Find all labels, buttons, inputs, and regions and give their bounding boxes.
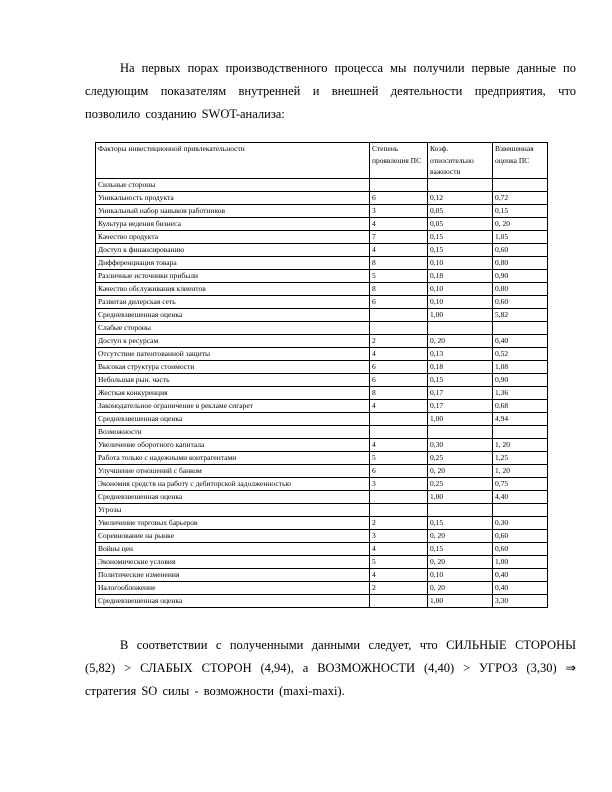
factor-cell: Уникальность продукта [96,192,370,205]
coefficient-cell: 0, 20 [428,582,493,595]
header-coefficient: Коэф. относительно важности [428,143,493,179]
factor-cell: Уникальный набор навыков работников [96,205,370,218]
table-row [96,192,548,205]
score-cell: 0,60 [493,543,548,556]
degree-cell: 5 [370,452,428,465]
coefficient-cell: 1,00 [428,595,493,608]
table-row [96,452,548,465]
factor-cell: Средневзвешенная оценка [96,491,370,504]
factor-cell: Соревнование на рынке [96,530,370,543]
coefficient-cell: 0, 20 [428,556,493,569]
factor-cell: Различные источники прибыли [96,270,370,283]
degree-cell: 5 [370,270,428,283]
degree-cell: 4 [370,218,428,231]
coefficient-cell: 0,17 [428,400,493,413]
score-cell: 0,75 [493,478,548,491]
table-row [96,478,548,491]
coefficient-cell: 0,15 [428,517,493,530]
degree-cell: 2 [370,335,428,348]
score-cell: 4,94 [493,413,548,426]
score-cell: 1,08 [493,361,548,374]
intro-paragraph: На первых порах производственного процесса мы получили первые данные по следующим показателям внутренней и внешней деятельности предприятия, что позволило созданию SWOT-анализа: [85,61,576,121]
degree-cell [370,491,428,504]
table-row [96,556,548,569]
coefficient-cell: 0,10 [428,569,493,582]
score-cell: 0,40 [493,335,548,348]
score-cell: 0,30 [493,517,548,530]
coefficient-cell: 1,00 [428,491,493,504]
score-cell: 0,15 [493,205,548,218]
coefficient-cell: 0,05 [428,205,493,218]
score-cell [493,322,548,335]
table-row [96,231,548,244]
coefficient-cell: 0, 20 [428,530,493,543]
table-row [96,582,548,595]
score-cell: 0,40 [493,582,548,595]
score-cell [493,504,548,517]
section-row [96,426,548,439]
table-row [96,348,548,361]
coefficient-cell: 1,00 [428,309,493,322]
table-row [96,296,548,309]
table-row [96,530,548,543]
factor-cell: Работа только с надежными контрагентами [96,452,370,465]
factor-cell: Экономия средств на работу с дебиторской задолженностью [96,478,370,491]
table-row [96,257,548,270]
coefficient-cell: 0, 20 [428,465,493,478]
header-factors: Факторы инвестиционной привлекательности [96,143,370,179]
score-cell: 0,72 [493,192,548,205]
coefficient-cell [428,179,493,192]
score-cell: 0,60 [493,530,548,543]
conclusion-paragraph: В соответствии с полученными данными следует, что СИЛЬНЫЕ СТОРОНЫ (5,82) > СЛАБЫХ СТОРОН (4,94), а ВОЗМОЖНОСТИ (4,40) > УГРОЗ (3,30) ⇒ стратегия SO силы - возможности (maxi-maxi). [85,638,576,698]
degree-cell: 4 [370,348,428,361]
coefficient-cell: 0,17 [428,387,493,400]
degree-cell: 6 [370,192,428,205]
degree-cell: 5 [370,556,428,569]
degree-cell: 4 [370,400,428,413]
coefficient-cell [428,426,493,439]
degree-cell: 8 [370,387,428,400]
header-degree: Степень проявления ПС [370,143,428,179]
coefficient-cell: 1,00 [428,413,493,426]
factor-cell: Политические изменения [96,569,370,582]
coefficient-cell: 0,15 [428,244,493,257]
score-cell: 0,60 [493,244,548,257]
table-row [96,218,548,231]
table-row [96,465,548,478]
score-cell: 1,05 [493,231,548,244]
degree-cell [370,179,428,192]
score-cell: 0, 20 [493,218,548,231]
degree-cell [370,413,428,426]
table-row [96,374,548,387]
score-cell: 1,25 [493,452,548,465]
factor-cell: Средневзвешенная оценка [96,595,370,608]
swot-table-body [96,179,548,608]
coefficient-cell: 0,12 [428,192,493,205]
coefficient-cell [428,322,493,335]
score-cell: 1,00 [493,556,548,569]
factor-cell: Экономические условия [96,556,370,569]
degree-cell: 4 [370,569,428,582]
score-cell: 0,80 [493,283,548,296]
factor-cell: Войны цен [96,543,370,556]
factor-cell: Средневзвешенная оценка [96,309,370,322]
degree-cell [370,309,428,322]
factor-cell: Увеличение оборотного капитала [96,439,370,452]
coefficient-cell: 0,15 [428,231,493,244]
coefficient-cell: 0, 20 [428,335,493,348]
score-cell: 3,30 [493,595,548,608]
table-row [96,244,548,257]
factor-cell: Высокая структура стоимости [96,361,370,374]
table-row [96,283,548,296]
degree-cell [370,426,428,439]
factor-cell: Культура ведения бизнеса [96,218,370,231]
total-row [96,491,548,504]
coefficient-cell: 0,25 [428,478,493,491]
factor-cell: Доступ к финансированию [96,244,370,257]
score-cell: 0,90 [493,374,548,387]
section-row [96,504,548,517]
factor-cell: Увеличение торговых барьеров [96,517,370,530]
coefficient-cell: 0,18 [428,270,493,283]
factor-cell: Небольшая рын. часть [96,374,370,387]
factor-cell: Качество продукта [96,231,370,244]
degree-cell [370,595,428,608]
coefficient-cell: 0,15 [428,543,493,556]
coefficient-cell: 0,18 [428,361,493,374]
coefficient-cell: 0,13 [428,348,493,361]
factor-cell: Сильные стороны [96,179,370,192]
degree-cell [370,322,428,335]
score-cell: 5,82 [493,309,548,322]
score-cell: 1,36 [493,387,548,400]
coefficient-cell: 0,25 [428,452,493,465]
factor-cell: Развитая дилерская сеть [96,296,370,309]
degree-cell: 6 [370,374,428,387]
score-cell: 1, 20 [493,439,548,452]
section-row [96,322,548,335]
degree-cell: 2 [370,582,428,595]
factor-cell: Качество обслуживания клиентов [96,283,370,296]
table-row [96,335,548,348]
degree-cell: 6 [370,296,428,309]
table-row [96,543,548,556]
factor-cell: Средневзвешенная оценка [96,413,370,426]
table-row [96,361,548,374]
score-cell: 0,80 [493,257,548,270]
degree-cell: 4 [370,244,428,257]
score-cell [493,179,548,192]
section-row [96,179,548,192]
coefficient-cell: 0,10 [428,283,493,296]
factor-cell: Жесткая конкуренция [96,387,370,400]
table-row [96,387,548,400]
coefficient-cell: 0,10 [428,296,493,309]
degree-cell: 6 [370,465,428,478]
degree-cell: 3 [370,205,428,218]
header-weighted-score: Взвешенная оценка ПС [493,143,548,179]
degree-cell: 3 [370,478,428,491]
table-row [96,517,548,530]
coefficient-cell [428,504,493,517]
factor-cell: Слабые стороны [96,322,370,335]
coefficient-cell: 0,10 [428,257,493,270]
factor-cell: Угрозы [96,504,370,517]
score-cell: 0,90 [493,270,548,283]
swot-table [95,142,548,608]
total-row [96,413,548,426]
degree-cell: 7 [370,231,428,244]
table-row [96,569,548,582]
factor-cell: Законодательное ограничение в рекламе сигарет [96,400,370,413]
score-cell: 0,68 [493,400,548,413]
degree-cell: 6 [370,361,428,374]
header-row [96,143,548,179]
table-row [96,205,548,218]
degree-cell: 4 [370,439,428,452]
coefficient-cell: 0,05 [428,218,493,231]
table-row [96,400,548,413]
factor-cell: Доступ к ресурсам [96,335,370,348]
degree-cell: 8 [370,257,428,270]
table-row [96,270,548,283]
degree-cell: 3 [370,530,428,543]
coefficient-cell: 0,15 [428,374,493,387]
score-cell: 0,40 [493,569,548,582]
score-cell [493,426,548,439]
coefficient-cell: 0,30 [428,439,493,452]
score-cell: 1, 20 [493,465,548,478]
degree-cell: 4 [370,543,428,556]
table-row [96,439,548,452]
factor-cell: Улучшение отношений с банком [96,465,370,478]
score-cell: 0,60 [493,296,548,309]
degree-cell [370,504,428,517]
factor-cell: Отсутствие патентованной защиты [96,348,370,361]
total-row [96,309,548,322]
score-cell: 0,52 [493,348,548,361]
factor-cell: Дифференциация товара [96,257,370,270]
degree-cell: 2 [370,517,428,530]
factor-cell: Возможности [96,426,370,439]
degree-cell: 8 [370,283,428,296]
score-cell: 4,40 [493,491,548,504]
total-row [96,595,548,608]
factor-cell: Налогообложение [96,582,370,595]
